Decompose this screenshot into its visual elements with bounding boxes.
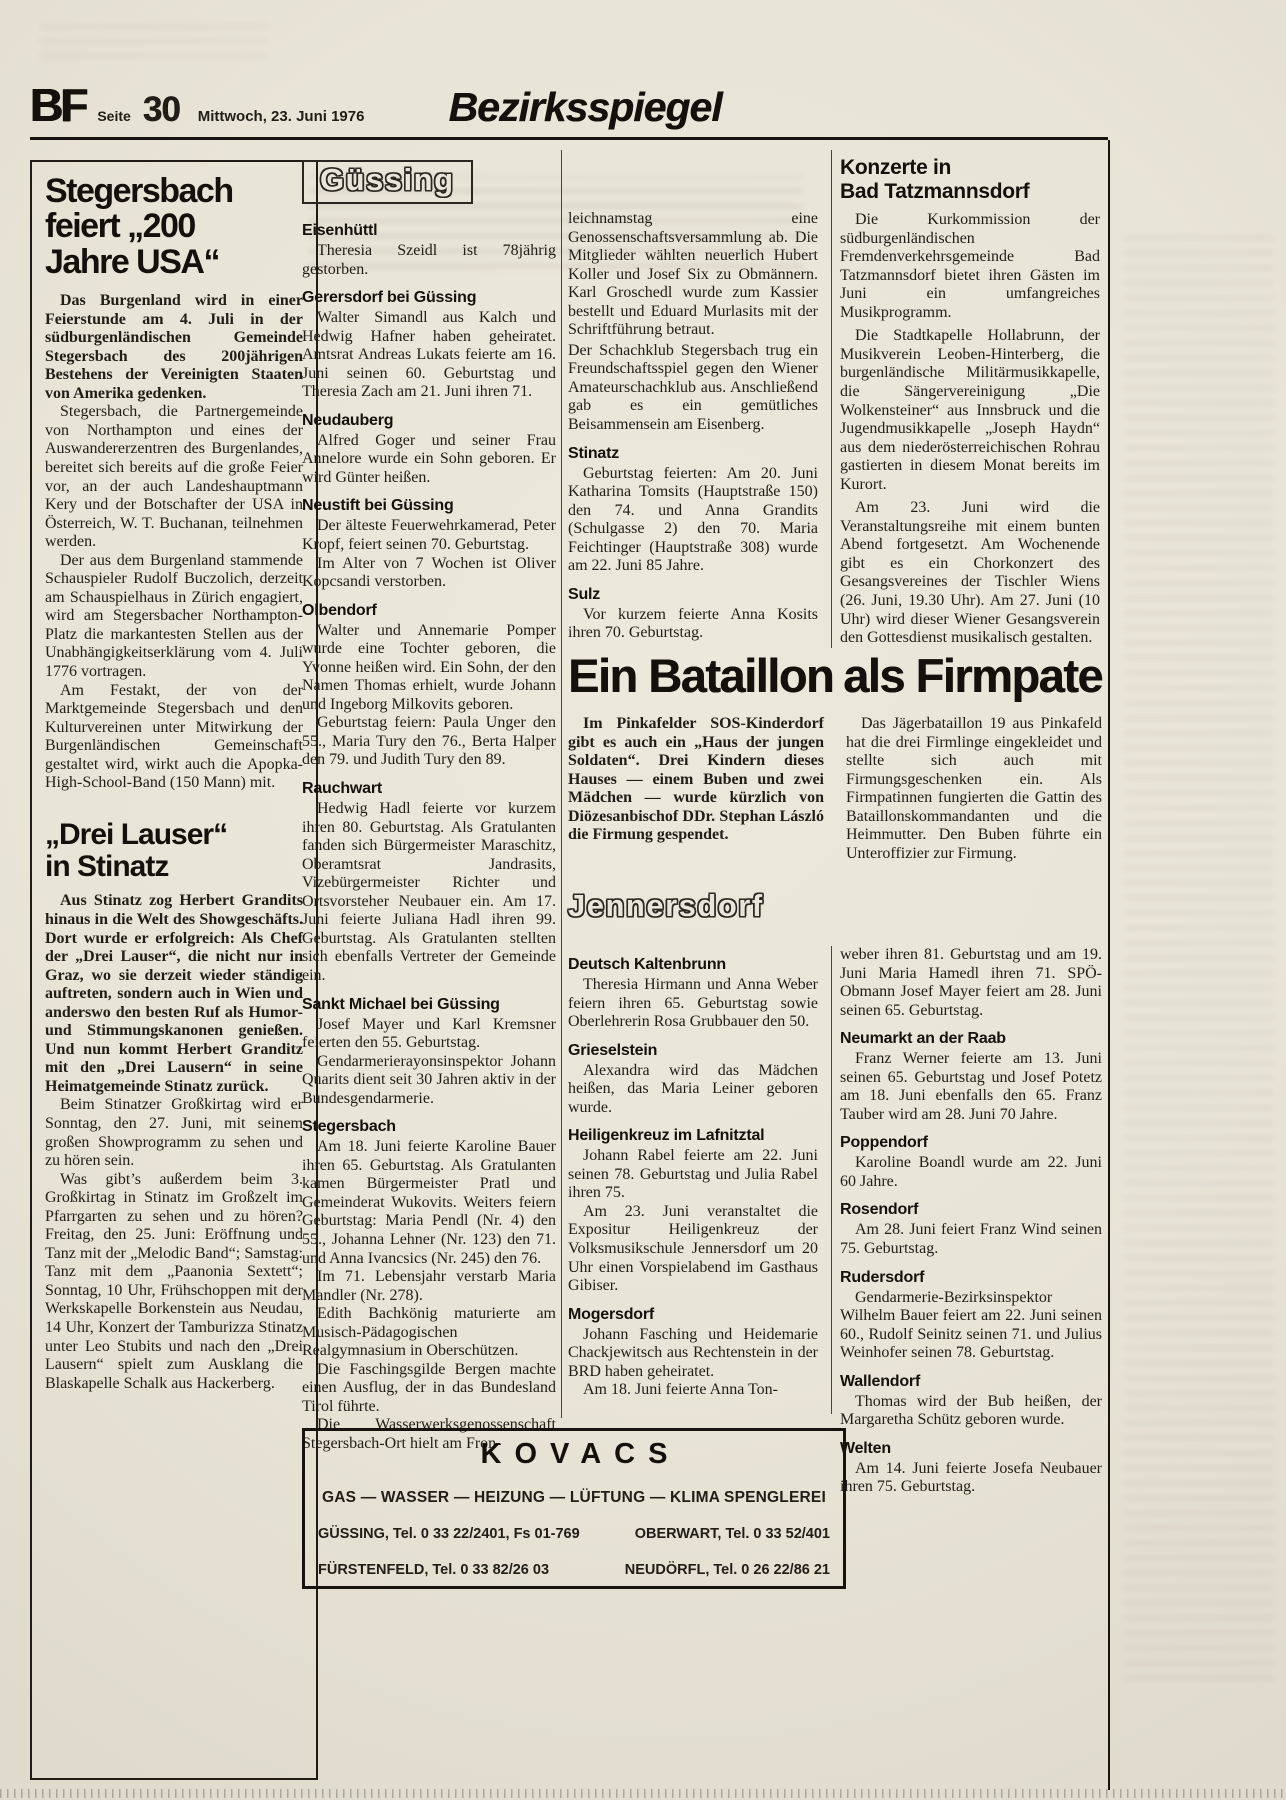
entry-heading: Stinatz	[568, 444, 620, 462]
news-entry	[302, 497, 556, 591]
column-rule	[831, 946, 832, 1414]
headline-part: als Firmpate	[843, 649, 1102, 702]
guessing-entries	[302, 222, 556, 1454]
entry-paragraphs	[302, 432, 556, 488]
entry-heading: Rudersdorf	[840, 1268, 925, 1286]
entry-heading: Wallendorf	[840, 1372, 921, 1390]
column-rule	[561, 150, 562, 1418]
kovacs-ad	[302, 1428, 846, 1589]
entry-heading: Eisenhüttl	[302, 222, 378, 239]
ad-contact: NEUDÖRFL, Tel. 0 26 22/86 21	[624, 1561, 830, 1578]
entry-paragraphs	[568, 1147, 818, 1295]
lauser-lead-paragraph: Aus Stinatz zog Herbert Grandits hinaus in die Welt des Showgeschäfts. Dort wurde er erfolgreich: Als Chef der „Drei Lauser“, die nicht nur in Graz, wo sie derzeit wieder ständig auftreten, sondern auch in Wien und anderswo den besten Ruf als Humor- und Stimmungskanonen genießen. Und nun kommt Herbert Granditz mit den „Drei Lausern“ in seine Heimatgemeinde Stinatz zurück.	[45, 892, 303, 1095]
page-edge-rule	[1108, 140, 1110, 1790]
entry-paragraph: Die Faschingsgilde Bergen machte einen Ausflug, der in das Bundesland Tirol führte.	[302, 1360, 556, 1415]
mogersdorf-continued-paragraph: weber ihren 81. Geburtstag und am 19. Juni Maria Hamedl ihren 71. SPÖ-Obmann Josef Mayer feiert am 28. Juni seinen 65. Geburtstag.	[840, 946, 1102, 1019]
bf-logo: BF	[30, 79, 86, 131]
body-paragraph: Die Stadtkapelle Hollabrunn, der Musikverein Leoben-Hinterberg, die burgenländische Militärmusikkapelle, die Sängervereinigung „Die Wolkensteiner“ aus Innsbruck und die Jugendmusikkapelle „Joseph Haydn“ aus dem niederösterreichischen Rohrau gastierten in diesem Monat bereits im Kurort.	[840, 327, 1100, 493]
headline-line: in Stinatz	[45, 849, 169, 883]
bleed-through-ghost	[1124, 230, 1274, 1680]
entry-paragraph: Im 71. Lebensjahr verstarb Maria Mandler (Nr. 278).	[302, 1268, 556, 1304]
ad-contact-row	[318, 1562, 830, 1578]
entry-paragraph: Josef Mayer und Karl Kremsner feierten den 55. Geburtstag.	[302, 1015, 556, 1052]
body-paragraph: Am Festakt, der von der Marktgemeinde Stegersbach und den Kulturvereinen unter Mitwirkung der Burgenländischen Gemeinschaft gestaltet wird, wirkt auch die Apopka-High-School-Band (150 Mann) mit.	[45, 681, 303, 792]
entry-heading: Deutsch Kaltenbrunn	[568, 956, 726, 973]
konzerte-article	[840, 156, 1100, 653]
entry-paragraph: Alfred Goger und seiner Frau Annelore wurde ein Sohn geboren. Er wird Günter heißen.	[302, 431, 556, 486]
bataillon-article	[568, 649, 1102, 863]
entry-heading: Heiligenkreuz im Lafnitztal	[568, 1127, 765, 1145]
entry-heading: Gerersdorf bei Güssing	[302, 289, 477, 307]
entry-heading: Stegersbach	[302, 1118, 396, 1136]
entry-paragraphs	[302, 1138, 556, 1453]
film-ruler	[0, 1789, 1286, 1798]
entry-paragraph: Geburtstag feiern: Paula Unger den 55., Maria Tury den 76., Berta Halper den 79. und Judith Tury den 89.	[302, 714, 556, 769]
jennersdorf-right-entries	[840, 1030, 1102, 1497]
entry-heading: Rosendorf	[840, 1201, 919, 1219]
issue-date: Mittwoch, 23. Juni 1976	[197, 108, 365, 125]
page-word: Seite	[97, 108, 131, 124]
news-entry	[840, 1201, 1102, 1258]
ad-contact: GÜSSING, Tel. 0 33 22/2401, Fs 01-769	[318, 1526, 580, 1543]
masthead-title: Bezirksspiegel	[448, 84, 722, 130]
entry-paragraphs	[302, 309, 556, 402]
news-entry	[302, 412, 556, 488]
entry-paragraph: Am 23. Juni veranstaltet die Expositur Heiligenkreuz der Volksmusikschule Jennersdorf um 20 Uhr einen Vorspielabend im Gasthaus Gibiser.	[568, 1202, 818, 1295]
body-paragraph: Beim Stinatzer Großkirtag wird er Sonntag, den 27. Juni, mit seinem großen Showprogramm zu sehen und zu hören sein.	[45, 1096, 303, 1170]
body-paragraph: Der aus dem Burgenland stammende Schauspieler Rudolf Buczolich, derzeit am Schauspielhaus in Zürich engagiert, wird am Stegersbacher Northampton-Platz die markantesten Stellen aus der Unabhängigkeitserklärung vom 4. Juli 1776 vortragen.	[45, 551, 303, 681]
news-entry	[840, 1269, 1102, 1363]
entry-paragraph: Am 28. Juni feiert Franz Wind seinen 75. Geburtstag.	[840, 1221, 1102, 1258]
body-paragraph: Was gibt’s außerdem beim 3. Großkirtag in Stinatz im Großzelt im Pfarrgarten zu sehen und zu hören? Freitag, den 25. Juni: Eröffnung und Tanz mit der „Melodic Band“; Samstag: Tanz mit dem „Paanonia Sextett“; Sonntag, 10 Uhr, Frühschoppen mit der Werkskapelle Borkenstein aus Neudau, 14 Uhr, Konzert der Tamburizza Stinatz unter Leo Stubits und nach den „Drei Lausern“ spielt zum Ausklang die Blaskapelle Schalk aus Hackerberg.	[45, 1170, 303, 1392]
news-entry	[302, 289, 556, 402]
news-entry	[840, 1030, 1102, 1124]
entry-paragraph: Edith Bachkönig maturierte am Musisch-Pädagogischen Realgymnasium in Oberschützen.	[302, 1305, 556, 1360]
news-entry	[568, 1306, 818, 1400]
bleed-through-ghost	[40, 16, 270, 58]
guessing-title: Güssing	[302, 160, 473, 204]
stegersbach-continued	[568, 210, 818, 652]
entry-paragraphs	[840, 1393, 1102, 1430]
headline-line: feiert „200	[45, 207, 195, 246]
headline-part: Ein Bataillon	[568, 649, 834, 702]
jennersdorf-left-entries	[568, 956, 818, 1400]
entry-paragraph: Walter Simandl aus Kalch und Hedwig Hafner haben geheiratet. Amtsrat Andreas Lukats feierte am 16. Juni seinen 60. Geburtstag und Theresia Zach am 21. Juni ihren 71.	[302, 309, 556, 401]
news-entry	[568, 956, 818, 1032]
news-entry	[302, 602, 556, 770]
entry-paragraph: Gendarmerierayonsinspektor Johann Quarits dient seit 30 Jahren aktiv in der Bundesgendarmerie.	[302, 1052, 556, 1107]
entry-heading: Sankt Michael bei Güssing	[302, 995, 500, 1013]
news-entry	[568, 445, 818, 576]
headline-line: Jahre USA“	[45, 242, 219, 281]
jennersdorf-title: Jennersdorf	[568, 888, 764, 923]
entry-paragraph: Hedwig Hadl feierte vor kurzem ihren 80. Geburtstag. Als Gratulanten fanden sich Bürgermeister Maraschitz, Oberamtsrat Jandrasits, Vizebürgermeister Richter und Ortsvorsteher Neubauer ein. Am 17. Juni feierte Juliana Hadl ihren 99. Geburtstag. Als Gratulanten stellten sich ebenfalls Vertreter der Gemeinde ein.	[302, 800, 556, 984]
entry-heading: Neumarkt an der Raab	[840, 1030, 1006, 1048]
entry-paragraph: Geburtstag feierten: Am 20. Juni Katharina Tomsits (Hauptstraße 150) den 74. und Anna Grandits (Schulgasse 2) den 70. Maria Feichtinger (Hauptstraße 308) wurde am 22. Juni 85 Jahre.	[568, 464, 818, 575]
entry-paragraphs	[568, 976, 818, 1032]
entry-paragraph: Walter und Annemarie Pomper wurde eine Tochter geboren, die Yvonne heißen wird. Ein Sohn, der den Namen Thomas erhielt, wurde Johann und Ingeborg Milkovits geboren.	[302, 621, 556, 713]
ad-brand: KOVACS	[480, 1438, 681, 1470]
headline-line: Bad Tatzmannsdorf	[840, 179, 1030, 203]
entry-paragraph: Die Wasserwerksgenossenschaft Stegersbach-Ort hielt am Fron-	[302, 1416, 556, 1452]
headline-line: Konzerte in	[840, 156, 952, 179]
jennersdorf-right-column	[840, 946, 1102, 1506]
entry-heading: Neudauberg	[302, 411, 394, 429]
entry-heading: Welten	[840, 1439, 891, 1457]
entry-paragraph: Theresia Szeidl ist 78jährig gestorben.	[302, 242, 556, 278]
news-entry	[302, 222, 556, 279]
bataillon-columns	[568, 715, 1102, 863]
entry-paragraphs	[568, 465, 818, 576]
header-rule	[30, 137, 1108, 140]
entry-paragraphs	[302, 242, 556, 279]
usa-article	[45, 174, 303, 793]
news-entry	[840, 1134, 1102, 1191]
entry-paragraph: Am 14. Juni feierte Josefa Neubauer ihren 75. Geburtstag.	[840, 1459, 1102, 1496]
news-entry	[840, 1440, 1102, 1497]
entry-paragraph: Im Alter von 7 Wochen ist Oliver Kopcsandi verstorben.	[302, 554, 556, 591]
news-entry	[302, 996, 556, 1109]
entry-paragraphs	[840, 1154, 1102, 1191]
news-entry	[568, 586, 818, 643]
news-entry	[302, 780, 556, 985]
entry-paragraph: Thomas wird der Bub heißen, der Margaretha Schütz geboren wurde.	[840, 1392, 1102, 1429]
guessing-section	[302, 212, 556, 1463]
news-entry	[840, 1373, 1102, 1430]
entry-paragraph: Am 18. Juni feierte Karoline Bauer ihren 65. Geburtstag. Als Gratulanten kamen Bürgermeister Pratl und Gemeinderat Wukovits. Weiters feiern Geburtstag: Maria Pendl (Nr. 4) den 55., Johanna Lehner (Nr. 123) den 71. und Anna Ivancsics (Nr. 245) den 76.	[302, 1138, 556, 1267]
page-header	[30, 79, 1108, 131]
continued-paragraph: leichnamstag eine Genossenschaftsversammlung ab. Die Mitglieder wählten neuerlich Hubert Koller und Josef Six zu Obmännern. Karl Groschedl wurde zum Kassier bestellt und Eduard Murlasits mit der Schriftführung betraut.	[568, 210, 818, 339]
entry-paragraph: Der älteste Feuerwehrkamerad, Peter Kropf, feiert seinen 70. Geburtstag.	[302, 517, 556, 554]
column-rule	[831, 150, 832, 648]
body-paragraph: Die Kurkommission der südburgenländischen Fremdenverkehrsgemeinde Bad Tatzmannsdorf bietet ihren Gästen im Juni ein umfangreiches Musikprogramm.	[840, 211, 1100, 321]
bataillon-lead: Im Pinkafelder SOS-Kinderdorf gibt es auch ein „Haus der jungen Soldaten“. Drei Kindern dieses Hauses — einem Buben und zwei Mädchen — wurde kürzlich von Diözesanbischof DDr. Stephan László die Firmung gespendet.	[568, 715, 824, 844]
entry-paragraphs	[568, 1326, 818, 1400]
entry-heading: Mogersdorf	[568, 1305, 655, 1323]
guessing-section-header	[302, 160, 473, 204]
konzerte-paragraphs	[840, 211, 1100, 648]
entry-paragraphs	[840, 1221, 1102, 1258]
entry-paragraph: Franz Werner feierte am 13. Juni seinen 65. Geburtstag und Josef Potetz am 18. Juni ebenfalls den 65. Franz Tauber wird am 28. Juni 70 Jahre.	[840, 1050, 1102, 1123]
entry-paragraph: Vor kurzem feierte Anna Kosits ihren 70. Geburtstag.	[568, 605, 818, 642]
entry-heading: Sulz	[568, 585, 601, 603]
konzerte-headline	[840, 156, 1100, 203]
entry-paragraph: Gendarmerie-Bezirksinspektor Wilhelm Bauer feiert am 22. Juni seinen 60., Rudolf Seinitz seinen 71. und Julius Weinhofer seinen 78. Geburtstag.	[840, 1288, 1102, 1362]
usa-paragraphs	[45, 403, 303, 792]
body-paragraph: Stegersbach, die Partnergemeinde von Northampton und eines der Auswandererzentren des Burgenlandes, bereitet sich bereits auf die große Feier vor, an der auch Landeshauptmann Kery und der Botschafter der USA in Österreich, W. T. Buchanan, teilnehmen werden.	[45, 403, 303, 551]
entry-paragraphs	[302, 622, 556, 770]
usa-lead-paragraph: Das Burgenland wird in einer Feierstunde am 4. Juli in der südburgenländischen Gemeinde Stegersbach des 200jährigen Bestehens der Vereinigten Staaten von Amerika gedenken.	[45, 292, 303, 402]
entry-heading: Rauchwart	[302, 780, 382, 798]
entry-paragraphs	[302, 517, 556, 591]
page-number: 30	[142, 90, 180, 129]
bataillon-body: Das Jägerbataillon 19 aus Pinkafeld hat die drei Firmlinge eingekleidet und stellte sich auch mit Firmungsgeschenken ein. Als Firmpatinnen fungierten die Gattin des Bataillonskommandanten und die Heimmutter. Den Buben führte ein Unteroffizier zur Firmung.	[846, 715, 1102, 862]
entry-paragraph: Johann Rabel feierte am 22. Juni seinen 78. Geburtstag und Julia Rabel ihren 75.	[568, 1147, 818, 1202]
entry-paragraph: Karoline Boandl wurde am 22. Juni 60 Jahre.	[840, 1154, 1102, 1190]
ad-contact: OBERWART, Tel. 0 33 52/401	[634, 1526, 830, 1543]
usa-headline	[45, 174, 303, 280]
entry-heading: Grieselstein	[568, 1041, 658, 1059]
entry-heading: Neustift bei Güssing	[302, 497, 454, 515]
lauser-headline	[45, 819, 303, 883]
lauser-article	[45, 819, 303, 1393]
news-entry	[302, 1118, 556, 1453]
entry-paragraphs	[302, 1016, 556, 1109]
left-column-box	[30, 160, 318, 1780]
entry-paragraphs	[840, 1289, 1102, 1363]
entry-paragraphs	[840, 1460, 1102, 1497]
entry-paragraph: Johann Fasching und Heidemarie Chackjewitsch aus Rechtenstein in der BRD haben geheiratet.	[568, 1325, 818, 1380]
col3-entries	[568, 445, 818, 643]
ad-contact-row	[318, 1526, 830, 1542]
lauser-paragraphs	[45, 1096, 303, 1393]
news-entry	[568, 1127, 818, 1295]
entry-paragraphs	[840, 1050, 1102, 1124]
news-entry	[568, 1042, 818, 1118]
entry-paragraph: Alexandra wird das Mädchen heißen, das Maria Leiner geboren wurde.	[568, 1061, 818, 1116]
entry-paragraphs	[568, 606, 818, 643]
entry-heading: Olbendorf	[302, 601, 377, 619]
continued-paragraphs	[568, 210, 818, 435]
entry-paragraph: Am 18. Juni feierte Anna Ton-	[583, 1381, 778, 1399]
entry-heading: Poppendorf	[840, 1134, 928, 1152]
headline-line: „Drei Lauser“	[45, 817, 228, 851]
entry-paragraphs	[568, 1062, 818, 1118]
bataillon-headline	[568, 649, 1102, 702]
continued-paragraph: Der Schachklub Stegersbach trug ein Freundschaftsspiel gegen den Wiener Amateurschachklub aus. Anschließend gab es ein gemütliches Beisammensein am Eisenberg.	[568, 341, 818, 434]
body-paragraph: Am 23. Juni wird die Veranstaltungsreihe mit einem bunten Abend fortgesetzt. Am Wochenende gibt es ein Chorkonzert des Gesangsvereines der Tischler Wiens (26. Juni, 19.30 Uhr). Am 27. Juni (10 Uhr) wird dieser Wiener Gesangsverein den Gottesdienst musikalisch gestalten.	[840, 499, 1100, 647]
headline-line: Stegersbach	[45, 172, 233, 210]
entry-paragraphs	[302, 800, 556, 985]
jennersdorf-section-header	[568, 890, 764, 923]
jennersdorf-left-column	[568, 946, 818, 1409]
ad-contact: FÜRSTENFELD, Tel. 0 33 82/26 03	[318, 1561, 550, 1578]
ad-services: GAS — WASSER — HEIZUNG — LÜFTUNG — KLIMA SPENGLEREI	[322, 1488, 826, 1506]
entry-paragraph: Theresia Hirmann und Anna Weber feiern ihren 65. Geburtstag sowie Oberlehrerin Rosa Grubbauer den 50.	[568, 976, 818, 1031]
